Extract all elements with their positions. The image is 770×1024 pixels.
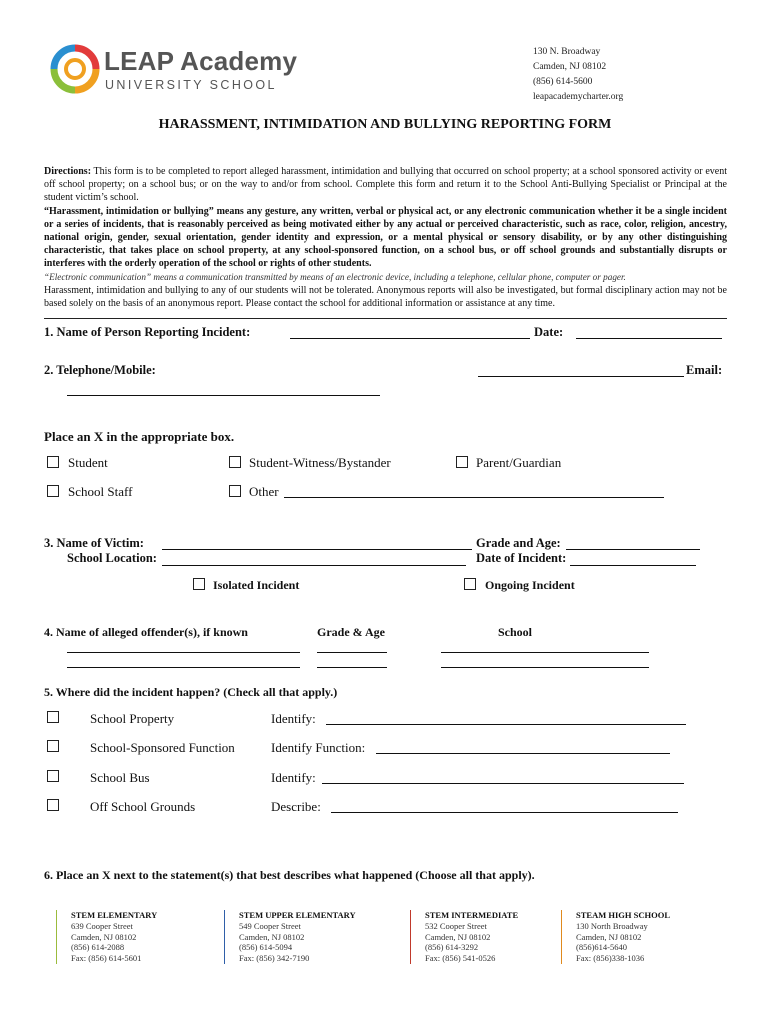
leap-logo-icon <box>50 44 100 94</box>
directions-label: Directions: <box>44 166 92 177</box>
footer-school-name: STEM ELEMENTARY <box>71 910 158 920</box>
address-line: (856) 614-5600 <box>533 77 593 87</box>
offender-grade-field[interactable] <box>317 667 387 668</box>
telephone-field[interactable] <box>67 395 380 396</box>
offender-school-field[interactable] <box>441 667 649 668</box>
directions-text: This form is to be completed to report alleged harassment, intimidation and bullying that occurred on school property; at a school sponsored activity or event off school property; on a school bus; or on the way to and/or from school. Complete this form and return it to the School Anti-Bullying Specialist or Principal at the student victim’s school. <box>44 166 727 204</box>
other-checkbox[interactable] <box>229 485 241 497</box>
location-label: School Location: <box>67 551 157 565</box>
isolated-label: Isolated Incident <box>213 578 300 592</box>
offender-name-field[interactable] <box>67 667 300 668</box>
footer-fax: Fax: (856) 342-7190 <box>239 953 310 964</box>
footer-stem-elementary <box>56 910 157 964</box>
school-bus-checkbox[interactable] <box>47 770 59 782</box>
logo-subtitle: UNIVERSITY SCHOOL <box>105 78 277 92</box>
isolated-checkbox[interactable] <box>193 578 205 590</box>
q2-label: 2. Telephone/Mobile: <box>44 363 156 377</box>
electronic-note: “Electronic communication” means a communication transmitted by means of an electronic device, including a telephone, cellular phone, computer or pager. <box>44 271 626 282</box>
staff-label: School Staff <box>68 484 133 499</box>
student-label: Student <box>68 455 108 470</box>
q2-email-label: Email: <box>686 363 723 377</box>
logo-title: LEAP Academy <box>104 46 298 76</box>
footer-street: 639 Cooper Street <box>71 920 133 931</box>
ongoing-checkbox[interactable] <box>464 578 476 590</box>
off-grounds-label: Off School Grounds <box>90 799 196 814</box>
incident-date-label: Date of Incident: <box>476 551 567 565</box>
witness-checkbox[interactable] <box>229 456 241 468</box>
footer-school-name: STEM UPPER ELEMENTARY <box>239 910 356 920</box>
witness-label: Student-Witness/Bystander <box>249 455 391 470</box>
function-checkbox[interactable] <box>47 740 59 752</box>
school-bus-label: School Bus <box>90 770 150 785</box>
footer-phone: (856) 614-2088 <box>71 942 125 953</box>
incident-date-field[interactable] <box>570 565 696 566</box>
school-property-field[interactable] <box>326 724 686 725</box>
footer-phone: (856) 614-5094 <box>239 942 293 953</box>
offender-school-label: School <box>498 625 533 639</box>
footer-street: 532 Cooper Street <box>425 920 487 931</box>
footer-stem-intermediate <box>410 910 518 964</box>
footer-city: Camden, NJ 08102 <box>576 931 642 942</box>
parent-checkbox[interactable] <box>456 456 468 468</box>
grade-age-label: Grade and Age: <box>476 536 561 550</box>
form-title: HARASSMENT, INTIMIDATION AND BULLYING REPORTING FORM <box>158 117 612 132</box>
function-label: School-Sponsored Function <box>90 740 235 755</box>
function-field[interactable] <box>376 753 670 754</box>
off-grounds-field[interactable] <box>331 812 678 813</box>
other-field[interactable] <box>284 497 664 498</box>
role-prompt: Place an X in the appropriate box. <box>44 429 235 444</box>
address-line: 130 N. Broadway <box>533 47 601 57</box>
q1-date-label: Date: <box>534 325 564 339</box>
footer-city: Camden, NJ 08102 <box>239 931 305 942</box>
offender-school-field[interactable] <box>441 652 649 653</box>
definition-text: “Harassment, intimidation or bullying” means any gesture, any written, verbal or physical act, or any electronic communication whether it be a single incident or a series of incidents, that is reasonably perceived as being motivated either by any actual or perceived characteristic, such as race, color, religion, ancestry, national origin, gender, sexual orientation, gender identity and expression, or a mental physical or sensory disability, or by any other distinguishing characteristic, that takes place on school property, at any school-sponsored function, on a school bus, or off school grounds and substantially disrupts or interferes with the orderly operation of the school or rights of other students. <box>44 205 727 270</box>
footer-fax: Fax: (856) 614-5601 <box>71 953 142 964</box>
school-property-label: School Property <box>90 711 175 726</box>
footer-stem-upper-elementary <box>224 910 356 964</box>
other-label: Other <box>249 484 279 499</box>
identify-function-label: Identify Function: <box>271 740 366 755</box>
school-location-field[interactable] <box>162 565 466 566</box>
offender-label: 4. Name of alleged offender(s), if known <box>44 625 248 639</box>
footer-street: 130 North Broadway <box>576 920 648 931</box>
victim-grade-field[interactable] <box>566 549 700 550</box>
offender-grade-field[interactable] <box>317 652 387 653</box>
footer-city: Camden, NJ 08102 <box>71 931 137 942</box>
footer-phone: (856)614-5640 <box>576 942 627 953</box>
offender-name-field[interactable] <box>67 652 300 653</box>
footer-fax: Fax: (856)338-1036 <box>576 953 645 964</box>
victim-name-field[interactable] <box>162 549 472 550</box>
footer-phone: (856) 614-3292 <box>425 942 479 953</box>
footer-fax: Fax: (856) 541-0526 <box>425 953 496 964</box>
victim-label: 3. Name of Victim: <box>44 536 144 550</box>
staff-checkbox[interactable] <box>47 485 59 497</box>
header-address <box>533 45 623 105</box>
reporter-name-field[interactable] <box>290 338 530 339</box>
parent-label: Parent/Guardian <box>476 455 562 470</box>
identify-label: Identify: <box>271 711 316 726</box>
footer-steam-high-school <box>561 910 670 964</box>
footer-street: 549 Cooper Street <box>239 920 301 931</box>
divider <box>44 318 727 319</box>
off-grounds-checkbox[interactable] <box>47 799 59 811</box>
footer-school-name: STEAM HIGH SCHOOL <box>576 910 670 920</box>
school-bus-field[interactable] <box>322 783 684 784</box>
report-date-field[interactable] <box>576 338 722 339</box>
footer-city: Camden, NJ 08102 <box>425 931 491 942</box>
closing-text: Harassment, intimidation and bullying to any of our students will not be tolerated. Anonymous reports will also be investigated, but formal disciplinary action may not be based solely on the basis of an anonymous report. Please contact the school for additional information or assistance at any time. <box>44 284 727 310</box>
q1-label: 1. Name of Person Reporting Incident: <box>44 325 251 339</box>
address-line: leapacademycharter.org <box>533 92 624 102</box>
what-happened-question: 6. Place an X next to the statement(s) that best describes what happened (Choose all that apply). <box>44 868 535 882</box>
directions-block <box>44 165 727 310</box>
offender-grade-label: Grade & Age <box>317 625 385 639</box>
footer-school-name: STEM INTERMEDIATE <box>425 910 519 920</box>
identify-bus-label: Identify: <box>271 770 316 785</box>
email-field[interactable] <box>478 376 684 377</box>
school-property-checkbox[interactable] <box>47 711 59 723</box>
ongoing-label: Ongoing Incident <box>485 578 575 592</box>
address-line: Camden, NJ 08102 <box>533 62 607 72</box>
location-question: 5. Where did the incident happen? (Check all that apply.) <box>44 685 338 699</box>
student-checkbox[interactable] <box>47 456 59 468</box>
describe-label: Describe: <box>271 799 321 814</box>
